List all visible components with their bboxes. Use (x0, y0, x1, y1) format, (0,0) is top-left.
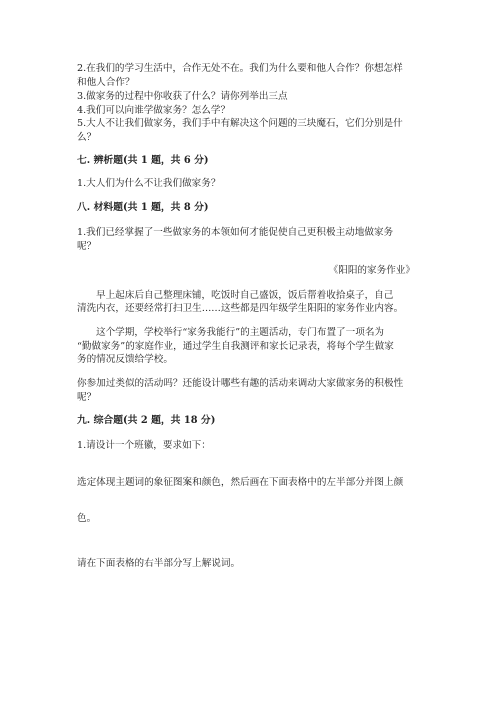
material-paragraph-2-line1: 这个学期，学校举行“家务我能行”的主题活动，专门布置了一项名为 (96, 327, 385, 338)
section-8-question-1-line1: 1.我们已经掌握了一些做家务的本领如何才能促使自己更积极主动地做家务 (77, 227, 394, 238)
section-9-question-1: 1.请设计一个班徽，要求如下： (77, 440, 211, 451)
q6-item-3: 3.做家务的过程中你收获了什么？请你列举出三点 (77, 91, 288, 102)
q6-item-4: 4.我们可以向谁学做家务？怎么学？ (77, 105, 231, 116)
material-paragraph-2-line3: 务的情况反馈给学校。 (77, 354, 173, 365)
section-8-question-1-line2: 呢？ (77, 241, 97, 252)
requirement-1-line1: 选定体现主题词的象征图案和颜色，然后画在下面表格中的左半部分并图上颜 (77, 477, 404, 488)
q6-item-5-line1: 5.大人不让我们做家务，我们手中有解决这个问题的三块魔石，它们分别是什 (77, 118, 403, 129)
material-paragraph-1-line2: 清洗内衣，还要经常打扫卫生……这些都是四年级学生阳阳的家务作业内容。 (77, 303, 404, 314)
section-7-question-1: 1.大人们为什么不让我们做家务？ (77, 178, 221, 189)
material-source-title: 《阳阳的家务作业》 (328, 265, 415, 276)
material-paragraph-2-line2: “勤做家务”的家庭作业，通过学生自我测评和家长记录表，将每个学生做家 (77, 341, 394, 352)
section-8-heading: 八. 材料题(共 1 题，共 8 分) (77, 202, 209, 213)
requirement-1-line2: 色。 (77, 513, 97, 524)
q6-item-2-line2: 和他人合作？ (77, 77, 135, 88)
requirement-2: 请在下面表格的右半部分写上解说词。 (77, 558, 241, 569)
q6-item-5-line2: 么？ (77, 132, 97, 143)
section-7-heading: 七. 辨析题(共 1 题，共 6 分) (77, 155, 209, 166)
q6-item-2-line1: 2.在我们的学习生活中，合作无处不在。我们为什么要和他人合作？你想怎样 (77, 63, 403, 74)
material-ask-line1: 你参加过类似的活动吗？还能设计哪些有趣的活动来调动大家做家务的积极性 (77, 378, 404, 389)
material-paragraph-1-line1: 早上起床后自己整理床铺，吃饭时自己盛饭，饭后帮着收拾桌子，自己 (96, 290, 394, 301)
material-ask-line2: 呢？ (77, 392, 97, 403)
section-9-heading: 九. 综合题(共 2 题，共 18 分) (77, 415, 216, 426)
